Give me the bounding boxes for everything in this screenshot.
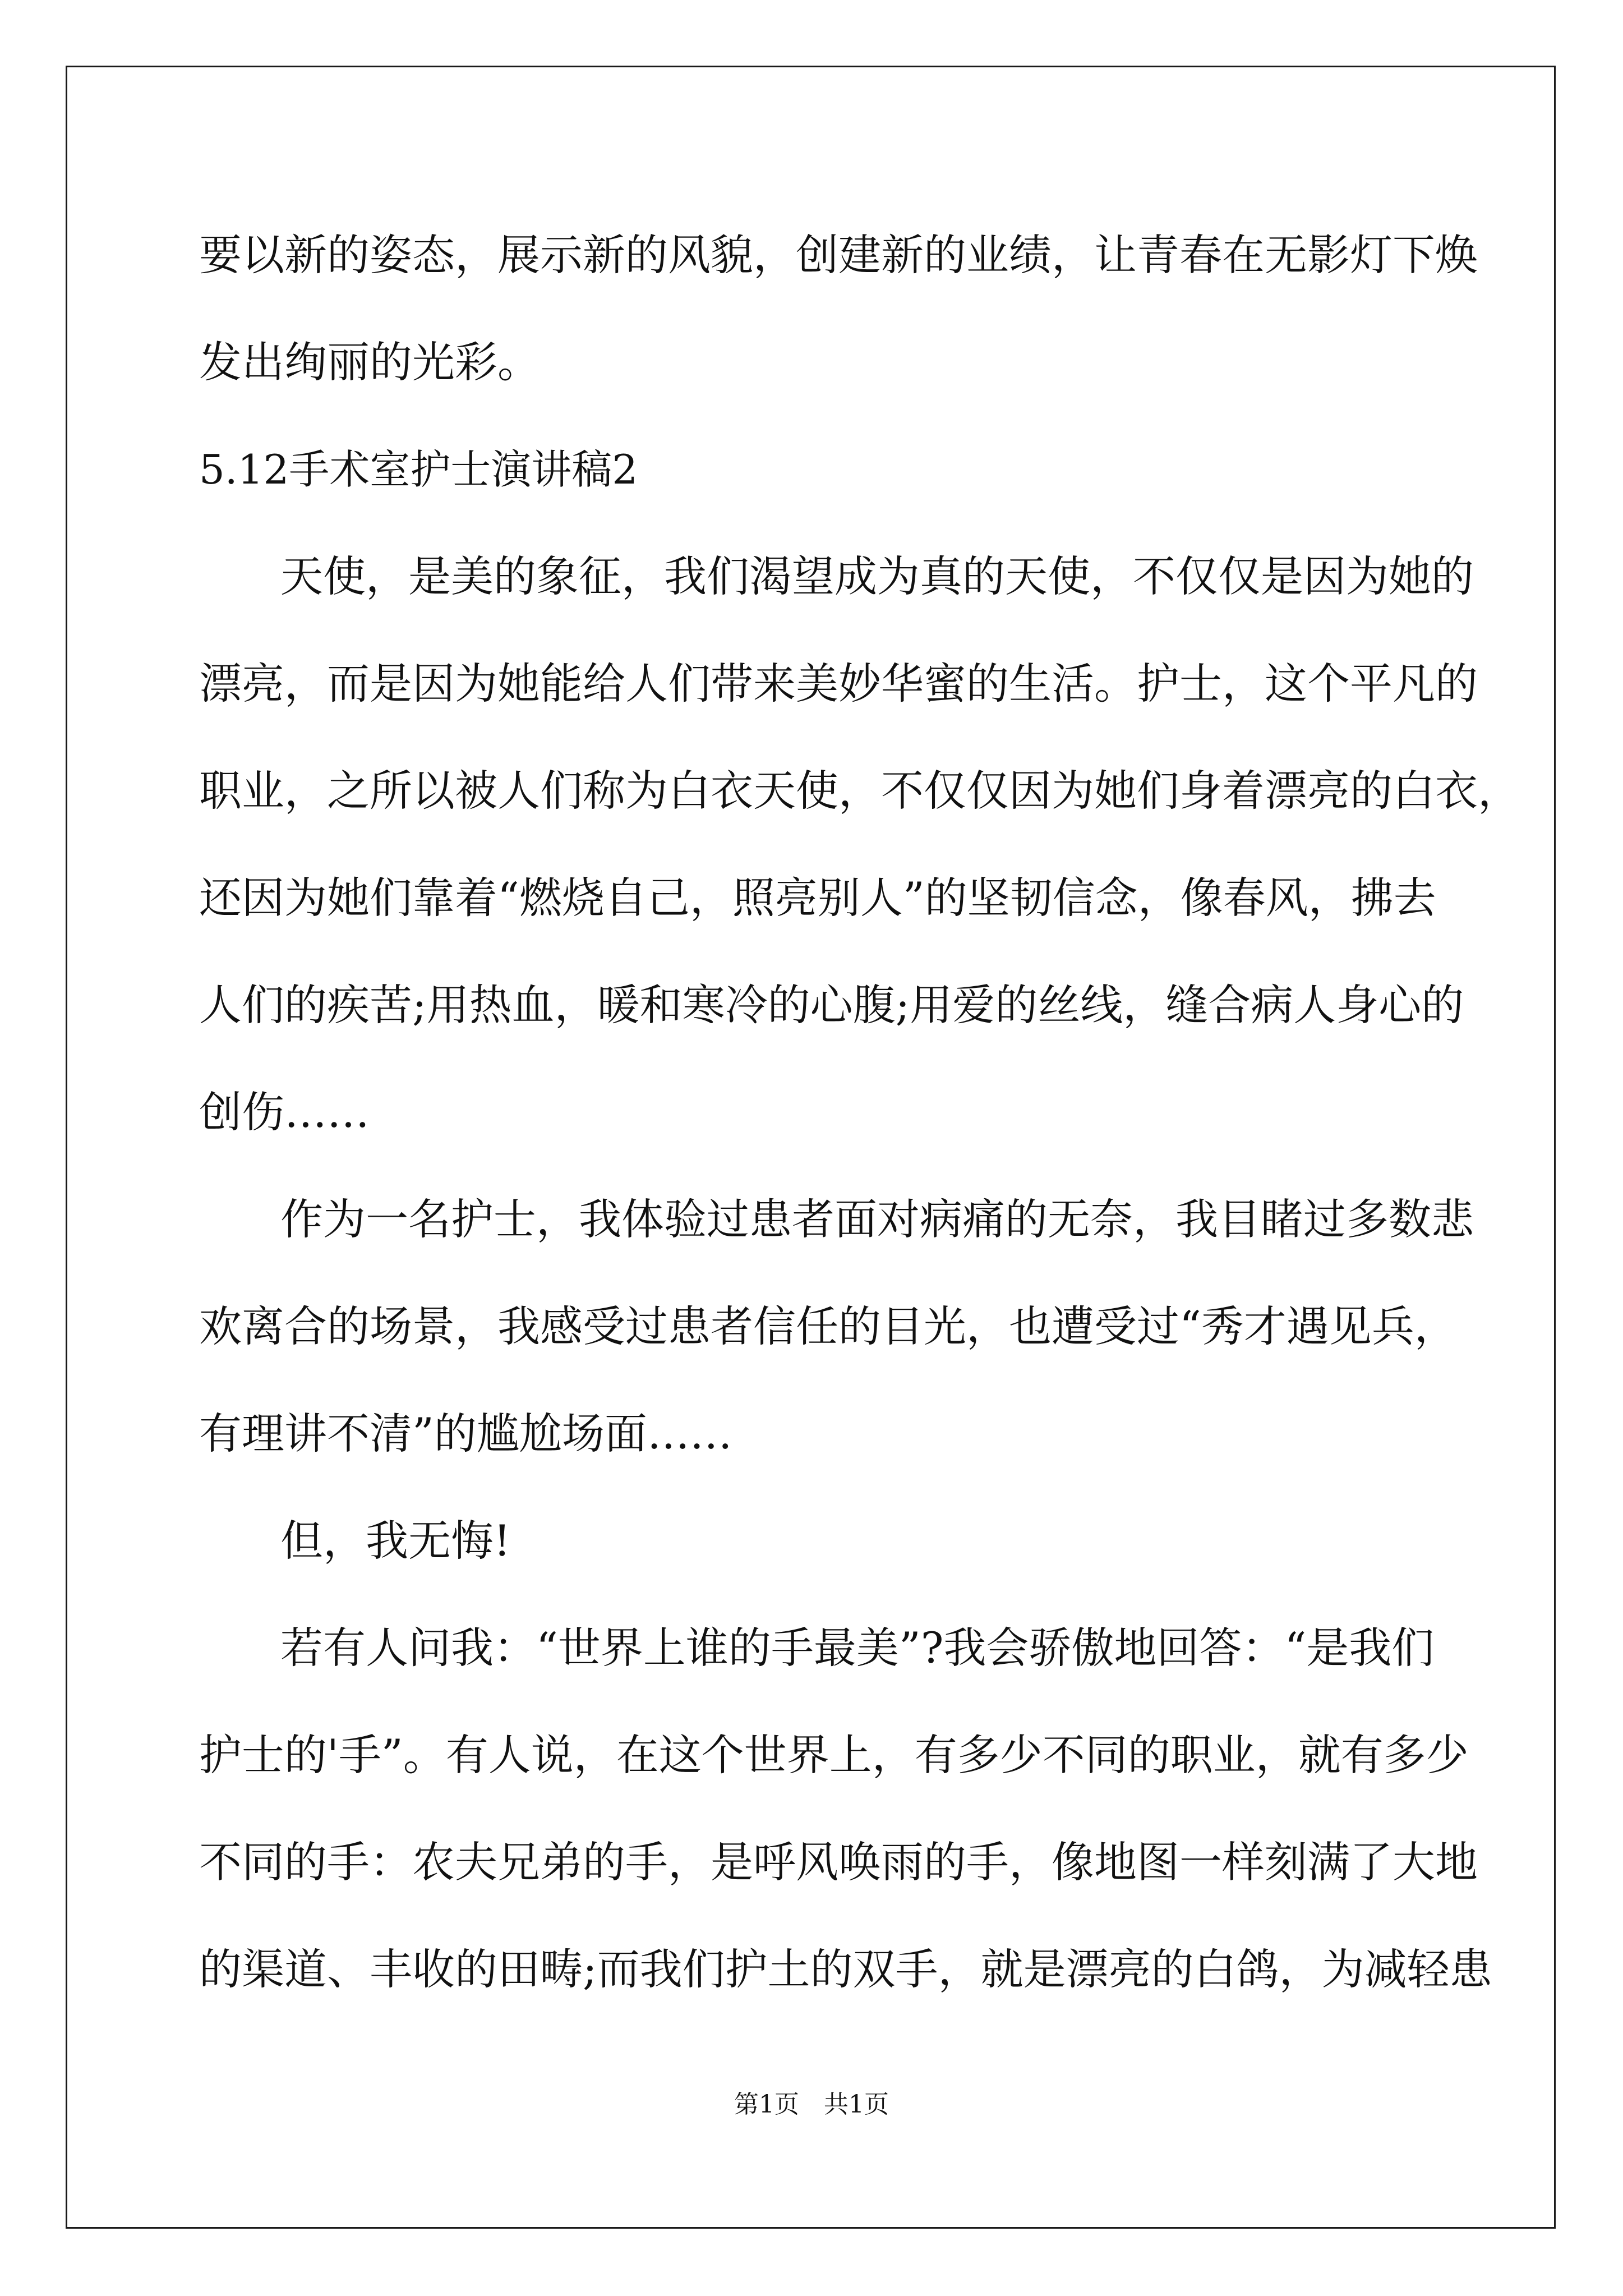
paragraph-line: 有理讲不清”的尴尬场面…… [199,1409,732,1458]
paragraph-line: 漂亮，而是因为她能给人们带来美妙华蜜的生活。护士，这个平凡的 [199,659,1478,708]
paragraph-line: 创伤…… [199,1087,370,1137]
paragraph-line: 的渠道、丰收的田畴;而我们护土的双手，就是漂亮的白鸽，为减轻患 [199,1944,1492,1994]
paragraph-line: 护士的'手”。有人说，在这个世界上，有多少不同的职业，就有多少 [199,1730,1469,1780]
paragraph-line: 发出绚丽的光彩。 [199,337,540,387]
paragraph-line: 若有人问我：“世界上谁的手最美”?我会骄傲地回答：“是我们 [280,1623,1435,1673]
section-heading: 5.12手术室护士演讲稿2 [199,446,638,493]
paragraph-line: 人们的疾苦;用热血，暖和寒冷的心腹;用爱的丝线，缝合病人身心的 [199,980,1464,1030]
paragraph-line: 不同的手：农夫兄弟的手，是呼风唤雨的手，像地图一样刻满了大地 [199,1837,1478,1887]
paragraph-line: 职业，之所以被人们称为白衣天使，不仅仅因为她们身着漂亮的白衣， [199,766,1520,816]
paragraph-line: 作为一名护士，我体验过患者面对病痛的无奈，我目睹过多数悲 [280,1194,1474,1244]
paragraph-line: 天使，是美的象征，我们渴望成为真的天使，不仅仅是因为她的 [280,551,1474,601]
paragraph-line: 欢离合的场景，我感受过患者信任的目光，也遭受过“秀才遇见兵， [199,1301,1457,1351]
page-footer: 第1页 共1页 [734,2090,889,2119]
paragraph-line: 还因为她们靠着“燃烧自己，照亮别人”的坚韧信念，像春风，拂去 [199,873,1436,923]
paragraph-line: 要以新的姿态，展示新的风貌，创建新的业绩，让青春在无影灯下焕 [199,230,1478,280]
paragraph-line: 但，我无悔! [280,1516,511,1566]
